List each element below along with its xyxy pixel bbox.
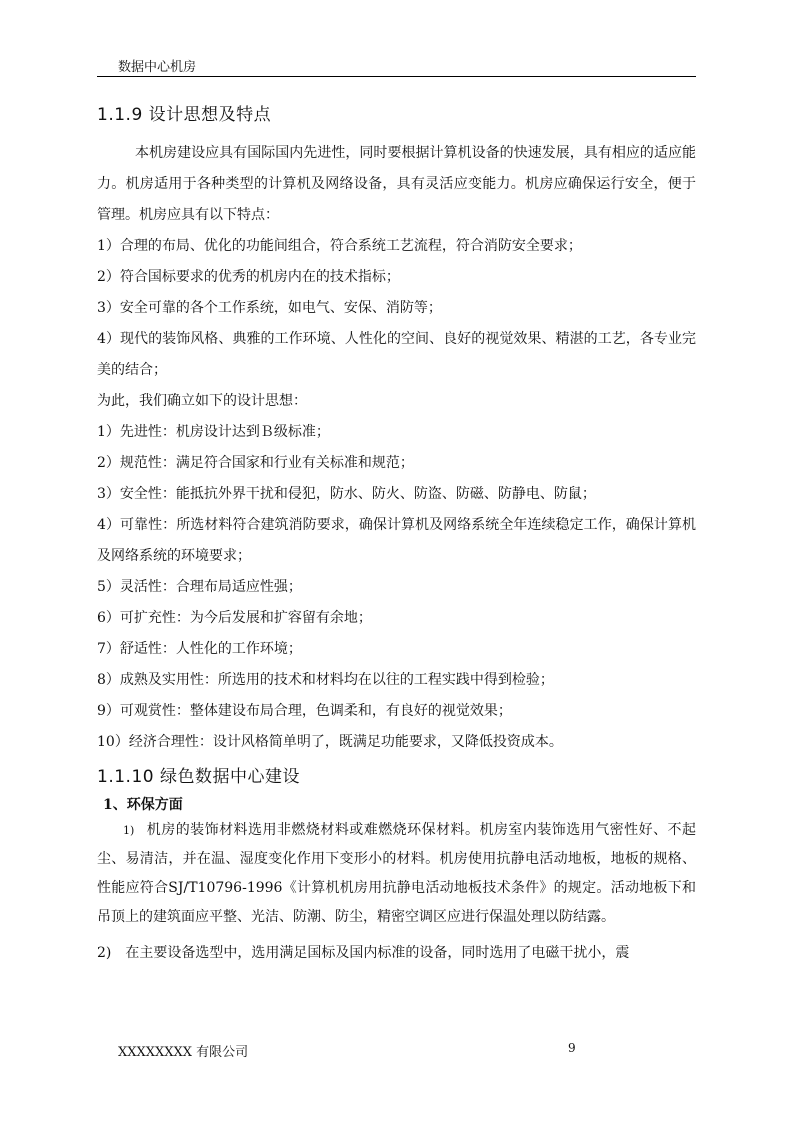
numbered-paragraph — [97, 938, 696, 969]
list-item: 9）可观赏性：整体建设布局合理，色调柔和，有良好的视觉效果； — [97, 703, 512, 719]
list-item: 1）合理的布局、优化的功能间组合，符合系统工艺流程，符合消防安全要求； — [97, 238, 582, 254]
list-item: 6）可扩充性：为今后发展和扩容留有余地； — [97, 610, 372, 626]
header-rule — [97, 76, 696, 77]
running-header: 数据中心机房 — [118, 60, 197, 75]
list-item: 8）成熟及实用性：所选用的技术和材料均在以往的工程实践中得到检验； — [97, 672, 554, 688]
section-heading-green: 1.1.10 绿色数据中心建设 — [97, 767, 300, 787]
item-number: 2) — [97, 945, 112, 961]
item-text: 在主要设备选型中，选用满足国标及国内标准的设备，同时选用了电磁干扰小，震 — [125, 945, 630, 961]
list-item: 3）安全性：能抵抗外界干扰和侵犯，防水、防火、防盗、防磁、防静电、防鼠； — [97, 486, 596, 502]
thoughts-intro: 为此，我们确立如下的设计思想： — [97, 393, 307, 409]
feature-list — [97, 231, 696, 324]
item-number: 1) — [123, 824, 135, 837]
list-item: 2）符合国标要求的优秀的机房内在的技术指标； — [97, 269, 400, 285]
list-item: 10）经济合理性：设计风格简单明了，既满足功能要求，又降低投资成本。 — [97, 734, 563, 750]
sub-heading-environment: 1、环保方面 — [103, 797, 183, 813]
thought-list — [97, 417, 696, 510]
intro-paragraph: 本机房建设应具有国际国内先进性，同时要根据计算机设备的快速发展，具有相应的适应能力。机房适用于各种类型的计算机及网络设备，具有灵活应变能力。机房应确保运行安全，便于管理。机房应具有以下特点： — [97, 145, 696, 223]
list-item: 1）先进性：机房设计达到Ｂ级标准； — [97, 424, 330, 440]
body-content — [97, 100, 696, 969]
thought-list — [97, 572, 696, 758]
numbered-paragraph — [97, 816, 696, 932]
item-text: 机房的装饰材料选用非燃烧材料或难燃烧环保材料。机房室内装饰选用气密性好、不起尘、易清洁，并在温、湿度变化作用下变形小的材料。机房使用抗静电活动地板，地板的规格、性能应符合SJ/T10796-1996《计算机机房用抗静电活动地板技术条件》的规定。活动地板下和吊顶上的建筑面应平整、光洁、防潮、防尘，精密空调区应进行保温处理以防结露。 — [97, 822, 696, 925]
footer-company: XXXXXXXX 有限公司 — [118, 1045, 249, 1060]
list-item: 5）灵活性：合理布局适应性强； — [97, 579, 302, 595]
page-number: 9 — [568, 1041, 576, 1055]
thought-item: 4）可靠性：所选材料符合建筑消防要求，确保计算机及网络系统全年连续稳定工作，确保计算机及网络系统的环境要求； — [97, 517, 696, 564]
section-heading-design: 1.1.9 设计思想及特点 — [97, 105, 272, 125]
list-item: 7）舒适性：人性化的工作环境； — [97, 641, 302, 657]
list-item: 3）安全可靠的各个工作系统，如电气、安保、消防等； — [97, 300, 442, 316]
feature-item: 4）现代的装饰风格、典雅的工作环境、人性化的空间、良好的视觉效果、精湛的工艺，各专业完美的结合； — [97, 331, 696, 378]
list-item: 2）规范性：满足符合国家和行业有关标准和规范； — [97, 455, 414, 471]
